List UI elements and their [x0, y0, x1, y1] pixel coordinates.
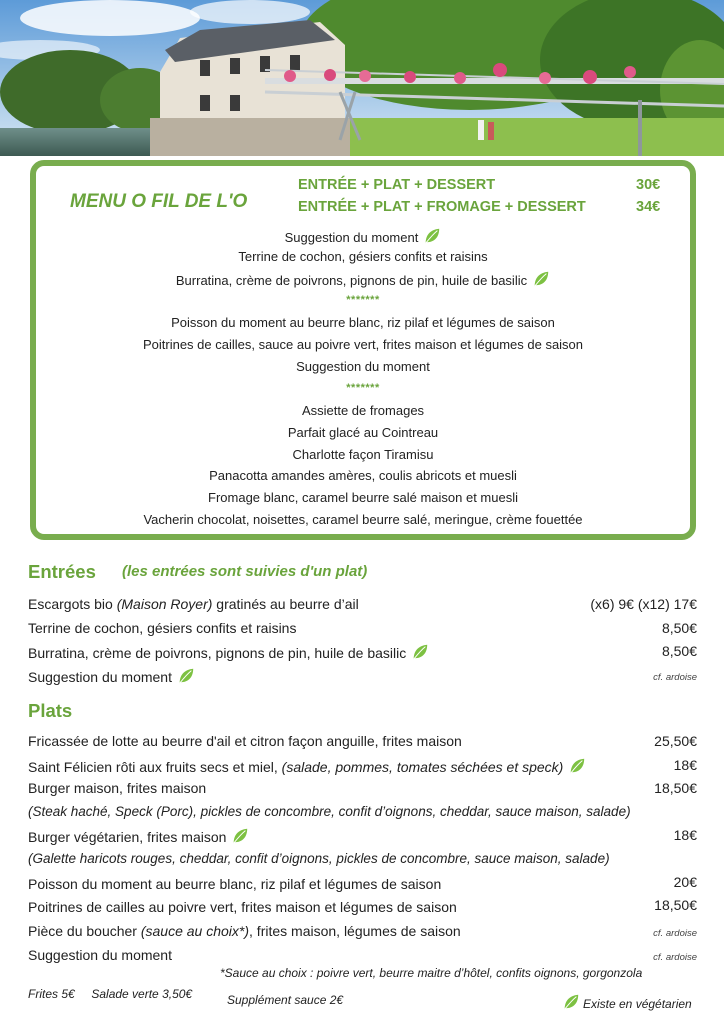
vegetarian-leaf-icon — [568, 757, 586, 775]
entrees-title: Entrées — [28, 561, 96, 582]
formule-menu-box — [30, 160, 696, 540]
formula-price: 30€ — [636, 177, 661, 193]
plat-price: 18,50€ — [654, 780, 697, 796]
vegetarian-leaf-icon — [411, 643, 429, 661]
plat-item: Saint Félicien rôti aux fruits secs et miel, (salade, pommes, tomates séchées et speck) — [28, 757, 586, 775]
formule-dessert-3: Charlotte façon Tiramisu — [292, 447, 434, 462]
entree-price: (x6) 9€ (x12) 17€ — [590, 596, 697, 612]
formule-dessert-4: Panacotta amandes amères, coulis abricots et muesli — [209, 468, 517, 483]
entree-item: Terrine de cochon, gésiers confits et raisins — [28, 620, 297, 636]
plat-item: Burger végétarien, frites maison — [28, 827, 249, 845]
formule-entree-2: Terrine de cochon, gésiers confits et raisins — [238, 249, 488, 264]
formule-entree-1: Suggestion du moment — [36, 227, 690, 245]
sauce-supplement: Supplément sauce 2€ — [227, 993, 344, 1007]
plat-price: 18€ — [673, 757, 697, 773]
entree-price: 8,50€ — [661, 643, 697, 659]
formule-dessert-6: Vacherin chocolat, noisettes, caramel beurre salé, meringue, crème fouettée — [143, 512, 583, 527]
plat-item: Poitrines de cailles au poivre vert, frites maison et légumes de saison — [28, 899, 457, 915]
plat-item: Burger maison, frites maison — [28, 780, 207, 796]
plat-price: cf. ardoise — [653, 928, 697, 939]
vegetarian-leaf-icon — [562, 993, 580, 1011]
plat-price: 18€ — [673, 827, 697, 843]
plat-item: Pièce du boucher (sauce au choix*), frites maison, légumes de saison — [28, 923, 461, 939]
formule-plat-1: Poisson du moment au beurre blanc, riz pilaf et légumes de saison — [171, 315, 555, 330]
plat-item: Poisson du moment au beurre blanc, riz pilaf et légumes de saison — [28, 876, 442, 892]
formula-option-2 — [298, 199, 661, 215]
entree-item: Burratina, crème de poivrons, pignons de pin, huile de basilic — [28, 643, 429, 661]
entrees-note: (les entrées sont suivies d'un plat) — [122, 563, 368, 580]
plat-price: 18,50€ — [654, 897, 697, 913]
plat-price: cf. ardoise — [653, 952, 697, 963]
entree-item: Suggestion du moment — [28, 667, 195, 685]
formule-entree-3: Burratina, crème de poivrons, pignons de pin, huile de basilic — [36, 270, 690, 288]
formule-dessert-1: Assiette de fromages — [301, 403, 425, 418]
plat-price: 20€ — [673, 874, 697, 890]
vegetarian-leaf-icon — [423, 227, 441, 245]
course-separator: ******* — [346, 382, 380, 394]
vegetarian-legend: Existe en végétarien — [562, 993, 692, 1011]
formula-label: ENTRÉE + PLAT + DESSERT — [298, 177, 496, 193]
plat-item: Fricassée de lotte au beurre d'ail et citron façon anguille, frites maison — [28, 733, 462, 749]
formule-plat-2: Poitrines de cailles, sauce au poivre vert, frites maison et légumes de saison — [142, 337, 584, 352]
formule-dessert-5: Fromage blanc, caramel beurre salé maison et muesli — [208, 490, 518, 505]
vegetarian-leaf-icon — [231, 827, 249, 845]
entree-price: cf. ardoise — [653, 672, 697, 683]
entree-item: Escargots bio (Maison Royer) gratinés au beurre d’ail — [28, 596, 359, 612]
course-separator: ******* — [346, 294, 380, 306]
plat-price: 25,50€ — [654, 733, 697, 749]
sauce-note: *Sauce au choix : poivre vert, beurre maitre d’hôtel, confits oignons, gorgonzola — [220, 966, 643, 980]
sides-prices: Frites 5€ Salade verte 3,50€ — [28, 987, 193, 1001]
formula-label: ENTRÉE + PLAT + FROMAGE + DESSERT — [298, 199, 586, 215]
plat-description: (Galette haricots rouges, cheddar, confit d’oignons, pickles de concombre, sauce maison, salade) — [28, 851, 610, 866]
menu-title: MENU O FIL DE L'O — [70, 191, 248, 212]
hero-photo — [0, 0, 724, 156]
formula-price: 34€ — [636, 199, 661, 215]
formule-dessert-2: Parfait glacé au Cointreau — [287, 425, 439, 440]
plat-item: Suggestion du moment — [28, 947, 172, 963]
plats-title: Plats — [28, 700, 73, 721]
vegetarian-leaf-icon — [532, 270, 550, 288]
formule-plat-3: Suggestion du moment — [296, 359, 430, 374]
formula-option-1 — [298, 177, 661, 193]
plat-description: (Steak haché, Speck (Porc), pickles de concombre, confit d’oignons, cheddar, sauce maison, salade) — [28, 804, 631, 819]
entree-price: 8,50€ — [661, 620, 697, 636]
vegetarian-leaf-icon — [177, 667, 195, 685]
